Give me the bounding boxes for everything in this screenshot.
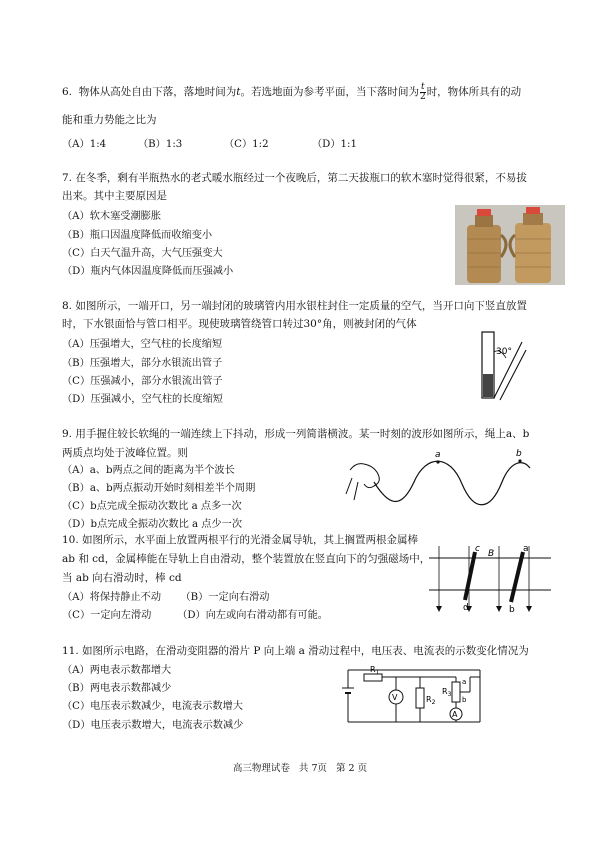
q6-stem-a: 物体从高处自由下落，落地时间为 xyxy=(78,86,237,98)
rod-label-b: b xyxy=(509,605,515,615)
q8-option-b: （B）压强增大，部分水银流出管子 xyxy=(62,358,223,369)
q6-stem-line2: 能和重力势能之比为 xyxy=(62,114,157,126)
ammeter-label: A xyxy=(452,710,458,719)
q10-stem-line3: 当 ab 向右滑动时，棒 cd xyxy=(62,572,182,584)
q11-option-d: （D）电压表示数增大，电流表示数减少 xyxy=(62,720,244,731)
field-label-b: B xyxy=(488,549,495,559)
q9-stem-line1: 9. 用手握住较长软绳的一端连续上下抖动，形成一列简谐横波。某一时刻的波形如图所示，绳上a、b xyxy=(62,428,530,440)
q6-stem-c: 时，物体所具有的动 xyxy=(426,86,522,98)
resistor-r2-label: $R_2$ xyxy=(426,695,436,706)
q7-option-c: （C）白天气温升高，大气压强变大 xyxy=(62,248,223,259)
angle-label: 30° xyxy=(496,347,512,357)
rails-magnetic-field-diagram xyxy=(425,540,555,620)
q11-option-a: （A）两电表示数都增大 xyxy=(62,665,172,676)
q6-frac-den: 2 xyxy=(419,91,426,102)
voltmeter-label: V xyxy=(392,693,398,702)
q6-option-c: （C）1:2 xyxy=(224,139,269,150)
q6-stem-line1 xyxy=(62,82,562,103)
q11-option-c: （C）电压表示数减少，电流表示数增大 xyxy=(62,701,243,712)
slider-end-b-label: b xyxy=(462,696,467,704)
slider-end-a-label: a xyxy=(462,678,467,686)
q10-stem-line2: ab 和 cd，金属棒能在导轨上自由滑动，整个装置放在竖直向下的匀强磁场中， xyxy=(62,553,431,565)
rod-label-d: d xyxy=(463,603,469,613)
q10-options-row2: （C）一定向左滑动 （D）向左或向右滑动都有可能。 xyxy=(62,610,328,621)
q11-option-b: （B）两电表示数都减少 xyxy=(62,683,172,694)
q6-option-b: （B）1:3 xyxy=(138,139,183,150)
rod-label-a: a xyxy=(523,544,529,554)
wave-label-b: b xyxy=(516,449,522,459)
rod-label-c: c xyxy=(475,544,480,554)
q7-stem-line1: 7. 在冬季，剩有半瓶热水的老式暖水瓶经过一个夜晚后，第二天拔瓶口的软木塞时觉得很紧，不易拔 xyxy=(62,172,527,184)
q8-option-a: （A）压强增大，空气柱的长度缩短 xyxy=(62,339,223,350)
q6-number: 6. xyxy=(62,86,73,98)
q9-stem-line2: 两质点均处于波峰位置。则 xyxy=(62,447,188,459)
q6-frac-num: t xyxy=(421,81,425,92)
q7-stem-line2: 出来。其中主要原因是 xyxy=(62,190,167,202)
q6-t: t xyxy=(236,86,241,98)
q8-option-c: （C）压强减小，部分水银流出管子 xyxy=(62,376,223,387)
tilted-tube-diagram xyxy=(470,328,530,408)
resistor-r1-label: $R_1$ xyxy=(370,665,380,676)
q9-option-d: （D）b点完成全振动次数比 a 点少一次 xyxy=(62,519,243,530)
q8-stem-line2: 时，下水银面恰与管口相平。现使玻璃管绕管口转过30°角，则被封闭的气体 xyxy=(62,318,417,330)
resistor-r3-label: $R_3$ xyxy=(442,687,452,698)
q6-option-d: （D）1:1 xyxy=(312,139,357,150)
q7-option-a: （A）软木塞受潮膨胀 xyxy=(62,211,162,222)
q9-option-b: （B）a、b两点振动开始时刻相差半个周期 xyxy=(62,483,256,494)
q10-stem-line1: 10. 如图所示，水平面上放置两根平行的光滑金属导轨，其上搁置两根金属棒 xyxy=(62,534,419,546)
q9-option-a: （A）a、b两点之间的距离为半个波长 xyxy=(62,465,235,476)
thermos-bottles-photo xyxy=(455,205,565,285)
q6-stem-b: 。若选地面为参考平面，当下落时间为 xyxy=(240,86,419,98)
q6-option-a: （A）1:4 xyxy=(62,139,107,150)
q7-option-d: （D）瓶内气体因温度降低而压强减小 xyxy=(62,266,234,277)
q7-option-b: （B）瓶口因温度降低而收缩变小 xyxy=(62,230,213,241)
wave-label-a: a xyxy=(435,450,441,460)
q8-stem-line1: 8. 如图所示，一端开口，另一端封闭的玻璃管内用水银柱封住一定质量的空气，当开口向下竖直放置 xyxy=(62,300,527,312)
circuit-diagram xyxy=(340,660,490,728)
q10-options-row1: （A）将保持静止不动 （B）一定向右滑动 xyxy=(62,592,270,603)
rope-wave-diagram xyxy=(340,448,540,518)
q6-fraction xyxy=(420,83,426,102)
q11-stem-line1: 11. 如图所示电路，在滑动变阻器的滑片 P 向上端 a 滑动过程中，电压表、电流表的示数变化情况为 xyxy=(62,645,529,657)
q9-option-c: （C）b点完成全振动次数比 a 点多一次 xyxy=(62,501,242,512)
page-footer: 高三物理试卷 共 7页 第 2 页 xyxy=(232,763,368,774)
q8-option-d: （D）压强减小，空气柱的长度缩短 xyxy=(62,394,223,405)
